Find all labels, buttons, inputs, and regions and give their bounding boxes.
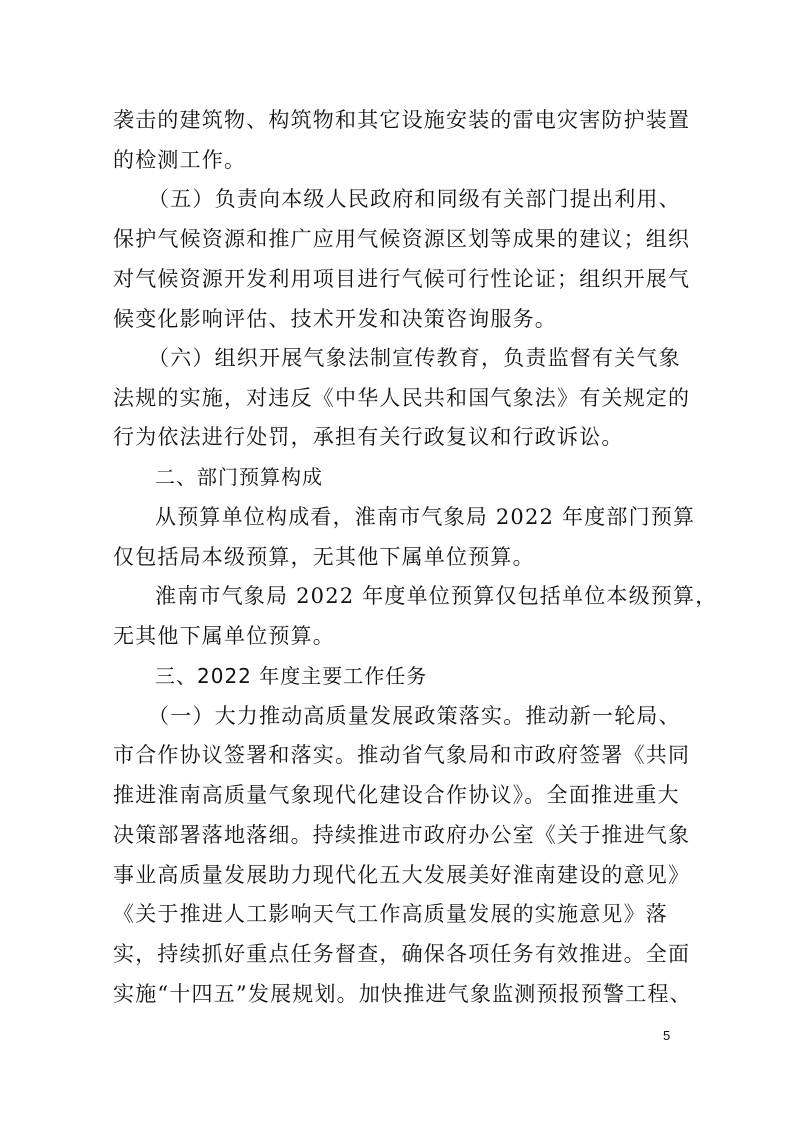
body-text-line: （五）负责向本级人民政府和同级有关部门提出利用、: [148, 187, 681, 211]
body-text-line: 事业高质量发展助力现代化五大发展美好淮南建设的意见》: [113, 863, 691, 887]
body-text-line: 淮南市气象局 2022 年度单位预算仅包括单位本级预算，: [155, 584, 718, 608]
body-text-line: 仅包括局本级预算，无其他下属单位预算。: [113, 545, 535, 569]
body-text-line: 实，持续抓好重点任务督查，确保各项任务有效推进。全面: [113, 942, 691, 966]
body-text-line: 市合作协议签署和落实。推动省气象局和市政府签署《共同: [113, 743, 691, 767]
body-text-line: 候变化影响评估、技术开发和决策咨询服务。: [113, 307, 557, 331]
body-text-line: 保护气候资源和推广应用气候资源区划等成果的建议；组织: [113, 227, 691, 251]
body-text-line: 袭击的建筑物、构筑物和其它设施安装的雷电灾害防护装置: [113, 108, 691, 132]
body-text-line: 《关于推进人工影响天气工作高质量发展的实施意见》落: [113, 902, 668, 926]
body-text-line: 行为依法进行处罚，承担有关行政复议和行政诉讼。: [113, 425, 624, 449]
body-text-line: 的检测工作。: [113, 148, 247, 172]
page-number: 5: [663, 1028, 671, 1043]
body-text-line: 推进淮南高质量气象现代化建设合作协议》。全面推进重大: [113, 783, 680, 807]
body-text-line: （六）组织开展气象法制宣传教育，负责监督有关气象: [148, 346, 681, 370]
body-text-line: 实施“十四五”发展规划。加快推进气象监测预报预警工程、: [113, 982, 692, 1006]
body-text-line: 对气候资源开发利用项目进行气候可行性论证；组织开展气: [113, 267, 691, 291]
body-text-line: 决策部署落地落细。持续推进市政府办公室《关于推进气象: [113, 823, 691, 847]
body-text-line: 从预算单位构成看，淮南市气象局 2022 年度部门预算: [155, 505, 696, 529]
body-text-line: （一）大力推动高质量发展政策落实。推动新一轮局、: [148, 704, 681, 728]
body-text-line: 无其他下属单位预算。: [113, 624, 335, 648]
section-heading: 三、2022 年度主要工作任务: [155, 664, 428, 688]
section-heading: 二、部门预算构成: [155, 465, 323, 489]
body-text-line: 法规的实施，对违反《中华人民共和国气象法》有关规定的: [113, 386, 691, 410]
